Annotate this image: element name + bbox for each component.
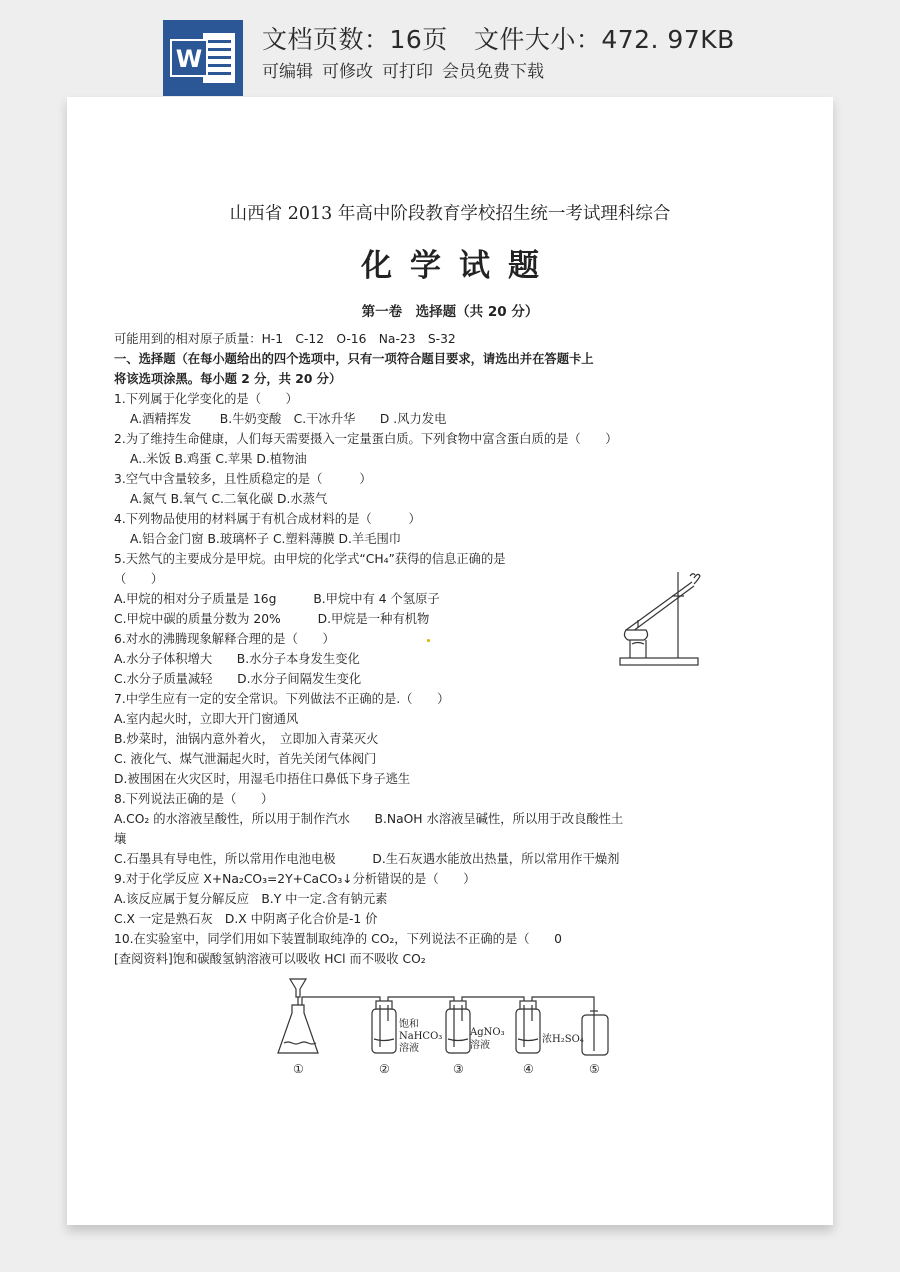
question-1: 1.下列属于化学变化的是（ ）	[114, 392, 298, 406]
instructions-line-2: 将该选项涂黑。每小题 2 分，共 20 分）	[114, 372, 342, 386]
feature-member-download: 会员免费下载	[442, 62, 544, 82]
file-size: 文件大小：472. 97KB	[473, 25, 735, 54]
stray-dot	[427, 639, 430, 642]
question-7: 7.中学生应有一定的安全常识。下列做法不正确的是.（ ）	[114, 692, 450, 706]
question-10-reference: [查阅资料]饱和碳酸氢钠溶液可以吸收 HCl 而不吸收 CO₂	[114, 952, 426, 966]
bottle3-label-line2: 溶液	[470, 1040, 490, 1051]
bottle2-label-line1: 饱和	[399, 1019, 419, 1030]
question-4: 4.下列物品使用的材料属于有机合成材料的是（ ）	[114, 512, 421, 526]
question-3-options: A.氮气 B.氧气 C.二氧化碳 D.水蒸气	[130, 492, 328, 506]
question-8: 8.下列说法正确的是（ ）	[114, 792, 274, 806]
question-8-options-cd: C.石墨具有导电性，所以常用作电池电极 D.生石灰遇水能放出热量，所以常用作干燥剂	[114, 852, 620, 866]
question-2-options: A..米饭 B.鸡蛋 C.苹果 D.植物油	[130, 452, 307, 466]
question-4-options: A.铝合金门窗 B.玻璃杯子 C.塑料薄膜 D.羊毛围巾	[130, 532, 402, 546]
question-5-options-ab: A.甲烷的相对分子质量是 16g B.甲烷中有 4 个氢原子	[114, 592, 440, 606]
bottle3-label-line1: AgNO₃	[470, 1027, 505, 1038]
section-title: 第一卷 选择题（共 20 分）	[361, 304, 539, 320]
question-7-option-a: A.室内起火时，立即大开门窗通风	[114, 712, 299, 726]
label-2: ②	[379, 1062, 390, 1076]
question-5-options-cd: C.甲烷中碳的质量分数为 20% D.甲烷是一种有机物	[114, 612, 430, 626]
label-5: ⑤	[589, 1062, 600, 1076]
feature-list	[262, 57, 553, 82]
word-document-icon	[163, 20, 243, 96]
question-3: 3.空气中含量较多，且性质稳定的是（ ）	[114, 472, 372, 486]
question-9: 9.对于化学反应 X+Na₂CO₃=2Y+CaCO₃↓分析错误的是（ ）	[114, 872, 476, 886]
bottle2-label-line2: NaHCO₃	[399, 1031, 443, 1042]
feature-modifiable: 可修改	[322, 62, 373, 82]
exam-title: 化学试题	[361, 248, 557, 284]
question-9-options-cd: C.X 一定是熟石灰 D.X 中阴离子化合价是-1 价	[114, 912, 378, 926]
question-7-option-b: B.炒菜时，油锅内意外着火， 立即加入青菜灭火	[114, 732, 379, 746]
question-9-options-ab: A.该反应属于复分解反应 B.Y 中一定.含有钠元素	[114, 892, 388, 906]
label-1: ①	[293, 1062, 304, 1076]
label-4: ④	[523, 1062, 534, 1076]
question-6: 6.对水的沸腾现象解释合理的是（ ）	[114, 632, 335, 646]
question-7-option-c: C. 液化气、煤气泄漏起火时，首先关闭气体阀门	[114, 752, 377, 766]
question-5: 5.天然气的主要成分是甲烷。由甲烷的化学式“CH₄”获得的信息正确的是	[114, 552, 506, 566]
feature-printable: 可打印	[382, 62, 433, 82]
exam-header: 山西省 2013 年高中阶段教育学校招生统一考试理科综合	[229, 204, 671, 224]
question-2: 2.为了维持生命健康，人们每天需要摄入一定量蛋白质。下列食物中富含蛋白质的是（ ）	[114, 432, 618, 446]
atomic-mass-line: 可能用到的相对原子质量：H-1 C-12 O-16 Na-23 S-32	[114, 332, 456, 346]
question-8-options-ab: A.CO₂ 的水溶液呈酸性，所以用于制作汽水 B.NaOH 水溶液呈碱性，所以用于改良酸性土	[114, 812, 624, 826]
co2-apparatus-figure	[276, 975, 621, 1081]
question-8-option-b-cont: 壤	[114, 832, 127, 846]
document-info-banner	[0, 0, 900, 100]
feature-editable: 可编辑	[262, 62, 313, 82]
methane-burner-figure	[616, 568, 702, 668]
question-7-option-d: D.被围困在火灾区时，用湿毛巾捂住口鼻低下身子逃生	[114, 772, 411, 786]
page-count: 文档页数：16页	[262, 25, 448, 54]
question-6-options-cd: C.水分子质量减轻 D.水分子间隔发生变化	[114, 672, 362, 686]
word-icon-letter: W	[175, 45, 203, 73]
question-5-blank: （ ）	[114, 572, 164, 586]
instructions-line-1: 一、选择题（在每小题给出的四个选项中，只有一项符合题目要求，请选出并在答题卡上	[114, 352, 594, 366]
bottle4-label: 浓H₂SO₄	[542, 1034, 584, 1045]
bottle2-label-line3: 溶液	[399, 1043, 419, 1054]
question-1-options: A.酒精挥发 B.牛奶变酸 C.干冰升华 D .风力发电	[130, 412, 447, 426]
question-10: 10.在实验室中，同学们用如下装置制取纯净的 CO₂，下列说法不正确的是（ 0	[114, 932, 562, 946]
label-3: ③	[453, 1062, 464, 1076]
question-6-options-ab: A.水分子体积增大 B.水分子本身发生变化	[114, 652, 360, 666]
file-info	[262, 20, 761, 56]
